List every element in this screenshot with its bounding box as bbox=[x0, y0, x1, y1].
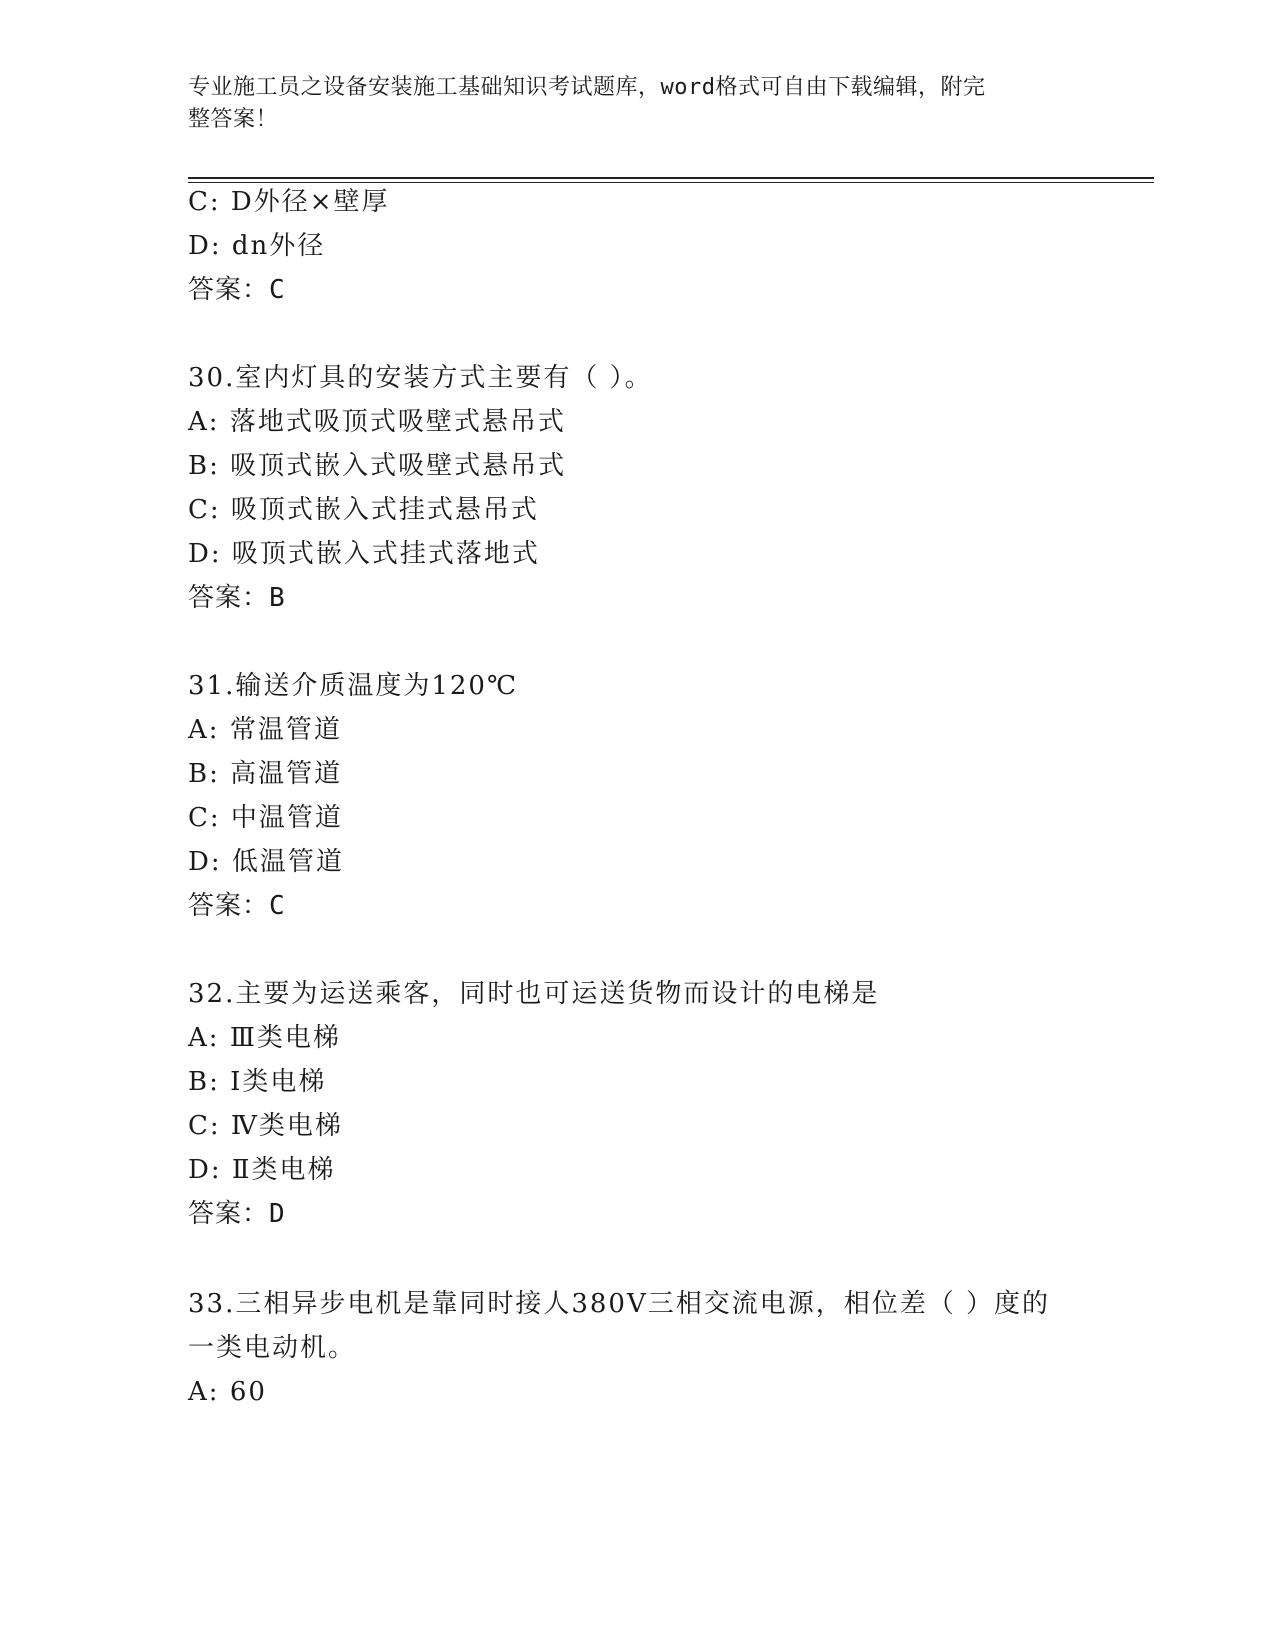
option-text: 高温管道 bbox=[230, 759, 343, 789]
answer-line bbox=[188, 274, 286, 306]
option-text: Ⅲ类电梯 bbox=[229, 1023, 341, 1053]
document-header bbox=[188, 72, 1088, 136]
option-label: D: bbox=[188, 539, 222, 569]
option-a bbox=[188, 1376, 267, 1408]
option-text: 中温管道 bbox=[230, 803, 343, 833]
option-text: 吸顶式嵌入式挂式落地式 bbox=[231, 539, 540, 569]
option-c bbox=[188, 186, 390, 218]
option-b bbox=[188, 450, 566, 482]
answer-value: C bbox=[269, 275, 286, 305]
answer-label: 答案： bbox=[188, 1199, 270, 1229]
option-label: C: bbox=[188, 803, 221, 833]
answer-value: B bbox=[269, 583, 286, 613]
option-text: 常温管道 bbox=[229, 715, 342, 745]
answer-line bbox=[188, 1198, 286, 1230]
question-stem: 33.三相异步电机是靠同时接人380V三相交流电源，相位差（ ）度的 bbox=[188, 1289, 1051, 1319]
option-a bbox=[188, 406, 566, 438]
question-stem: 32.主要为运送乘客，同时也可运送货物而设计的电梯是 bbox=[188, 979, 880, 1009]
answer-label: 答案： bbox=[188, 583, 270, 613]
option-label: B: bbox=[188, 451, 220, 481]
option-text: 吸顶式嵌入式挂式悬吊式 bbox=[230, 495, 539, 525]
option-text: 低温管道 bbox=[231, 847, 344, 877]
option-d bbox=[188, 538, 540, 570]
option-label: D: bbox=[188, 1155, 222, 1185]
option-a bbox=[188, 1022, 341, 1054]
option-c bbox=[188, 802, 343, 834]
question-stem: 31.输送介质温度为120℃ bbox=[188, 671, 519, 701]
option-text: 落地式吸顶式吸壁式悬吊式 bbox=[229, 407, 566, 437]
header-line-1: 专业施工员之设备安装施工基础知识考试题库，word格式可自由下载编辑，附完 bbox=[188, 75, 986, 100]
option-b bbox=[188, 758, 342, 790]
answer-line bbox=[188, 890, 286, 922]
option-d bbox=[188, 846, 344, 878]
header-line-2: 整答案！ bbox=[188, 107, 279, 132]
option-b bbox=[188, 1066, 326, 1098]
option-label: A: bbox=[188, 1377, 220, 1407]
option-text: Ⅳ类电梯 bbox=[230, 1111, 343, 1141]
option-label: A: bbox=[188, 1023, 220, 1053]
header-divider-thick bbox=[188, 177, 1154, 179]
option-label: C: bbox=[188, 187, 221, 217]
option-label: C: bbox=[188, 495, 221, 525]
option-text: 60 bbox=[229, 1377, 267, 1407]
option-text: 吸顶式嵌入式吸壁式悬吊式 bbox=[230, 451, 567, 481]
option-label: A: bbox=[188, 715, 220, 745]
option-label: C: bbox=[188, 1111, 221, 1141]
question-stem-continued: 一类电动机。 bbox=[188, 1333, 357, 1363]
option-text: D外径×壁厚 bbox=[230, 187, 390, 217]
option-d bbox=[188, 230, 325, 262]
option-label: B: bbox=[188, 1067, 220, 1097]
option-label: A: bbox=[188, 407, 220, 437]
option-text: dn外径 bbox=[231, 231, 326, 261]
option-label: B: bbox=[188, 759, 220, 789]
option-c bbox=[188, 1110, 343, 1142]
option-d bbox=[188, 1154, 336, 1186]
answer-label: 答案： bbox=[188, 891, 270, 921]
option-text: Ⅰ类电梯 bbox=[230, 1067, 327, 1097]
option-label: D: bbox=[188, 231, 222, 261]
answer-value: D bbox=[269, 1199, 286, 1229]
answer-label: 答案： bbox=[188, 275, 270, 305]
header-divider-thin bbox=[188, 182, 1154, 183]
option-a bbox=[188, 714, 342, 746]
question-stem: 30.室内灯具的安装方式主要有（ ）。 bbox=[188, 363, 653, 393]
option-text: Ⅱ类电梯 bbox=[231, 1155, 336, 1185]
option-label: D: bbox=[188, 847, 222, 877]
option-c bbox=[188, 494, 539, 526]
answer-line bbox=[188, 582, 286, 614]
answer-value: C bbox=[269, 891, 286, 921]
